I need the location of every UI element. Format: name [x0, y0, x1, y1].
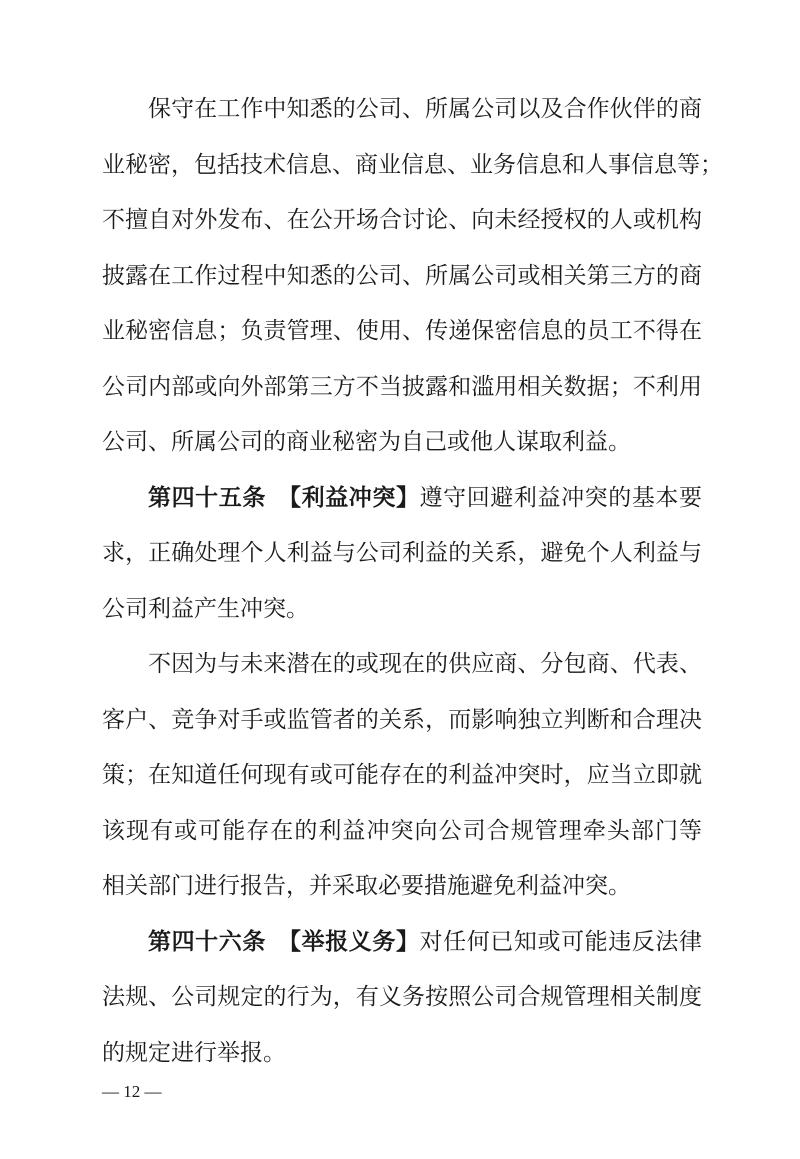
paragraph-1-line-7: 公司、所属公司的商业秘密为自己或他人谋取利益。: [102, 429, 631, 455]
article-45-line-3: 公司利益产生冲突。: [102, 595, 309, 622]
article-46-line-2: 法规、公司规定的行为，有义务按照公司合规管理相关制度: [102, 984, 702, 1010]
article-46-line-1: [148, 925, 702, 959]
article-46-text-start: 对任何已知或可能违反法律: [419, 928, 703, 955]
paragraph-2-line-3: 策；在知道任何现有或可能存在的利益冲突时，应当立即就: [102, 762, 702, 788]
article-46-line-3: 的规定进行举报。: [102, 1039, 286, 1066]
paragraph-1-line-6: 公司内部或向外部第三方不当披露和滥用相关数据；不利用: [102, 373, 702, 400]
paragraph-1-line-4: 披露在工作过程中知悉的公司、所属公司或相关第三方的商: [102, 262, 702, 289]
article-45-text-start: 遵守回避利益冲突的基本要: [419, 484, 703, 511]
page-number: — 12 —: [102, 1082, 162, 1101]
paragraph-2-line-2: 客户、竞争对手或监管者的关系，而影响独立判断和合理决: [102, 706, 702, 733]
article-45-line-1: [148, 481, 702, 515]
paragraph-1-line-1: 保守在工作中知悉的公司、所属公司以及合作伙伴的商: [148, 96, 702, 122]
paragraph-2-line-4: 该现有或可能存在的利益冲突向公司合规管理牵头部门等: [102, 817, 702, 844]
paragraph-1-line-5: 业秘密信息；负责管理、使用、传递保密信息的员工不得在: [102, 318, 702, 344]
paragraph-1-line-3: 不擅自对外发布、在公开场合讨论、向未经授权的人或机构: [102, 207, 702, 233]
paragraph-2-line-5: 相关部门进行报告，并采取必要措施避免利益冲突。: [102, 873, 631, 899]
paragraph-1-line-2: 业秘密，包括技术信息、商业信息、业务信息和人事信息等；: [102, 151, 723, 178]
article-46-heading: 第四十六条 【举报义务】: [148, 927, 420, 955]
article-45-line-2: 求，正确处理个人利益与公司利益的关系，避免个人利益与: [102, 540, 702, 566]
article-45-heading: 第四十五条 【利益冲突】: [148, 483, 420, 511]
paragraph-2-line-1: 不因为与未来潜在的或现在的供应商、分包商、代表、: [148, 651, 702, 677]
